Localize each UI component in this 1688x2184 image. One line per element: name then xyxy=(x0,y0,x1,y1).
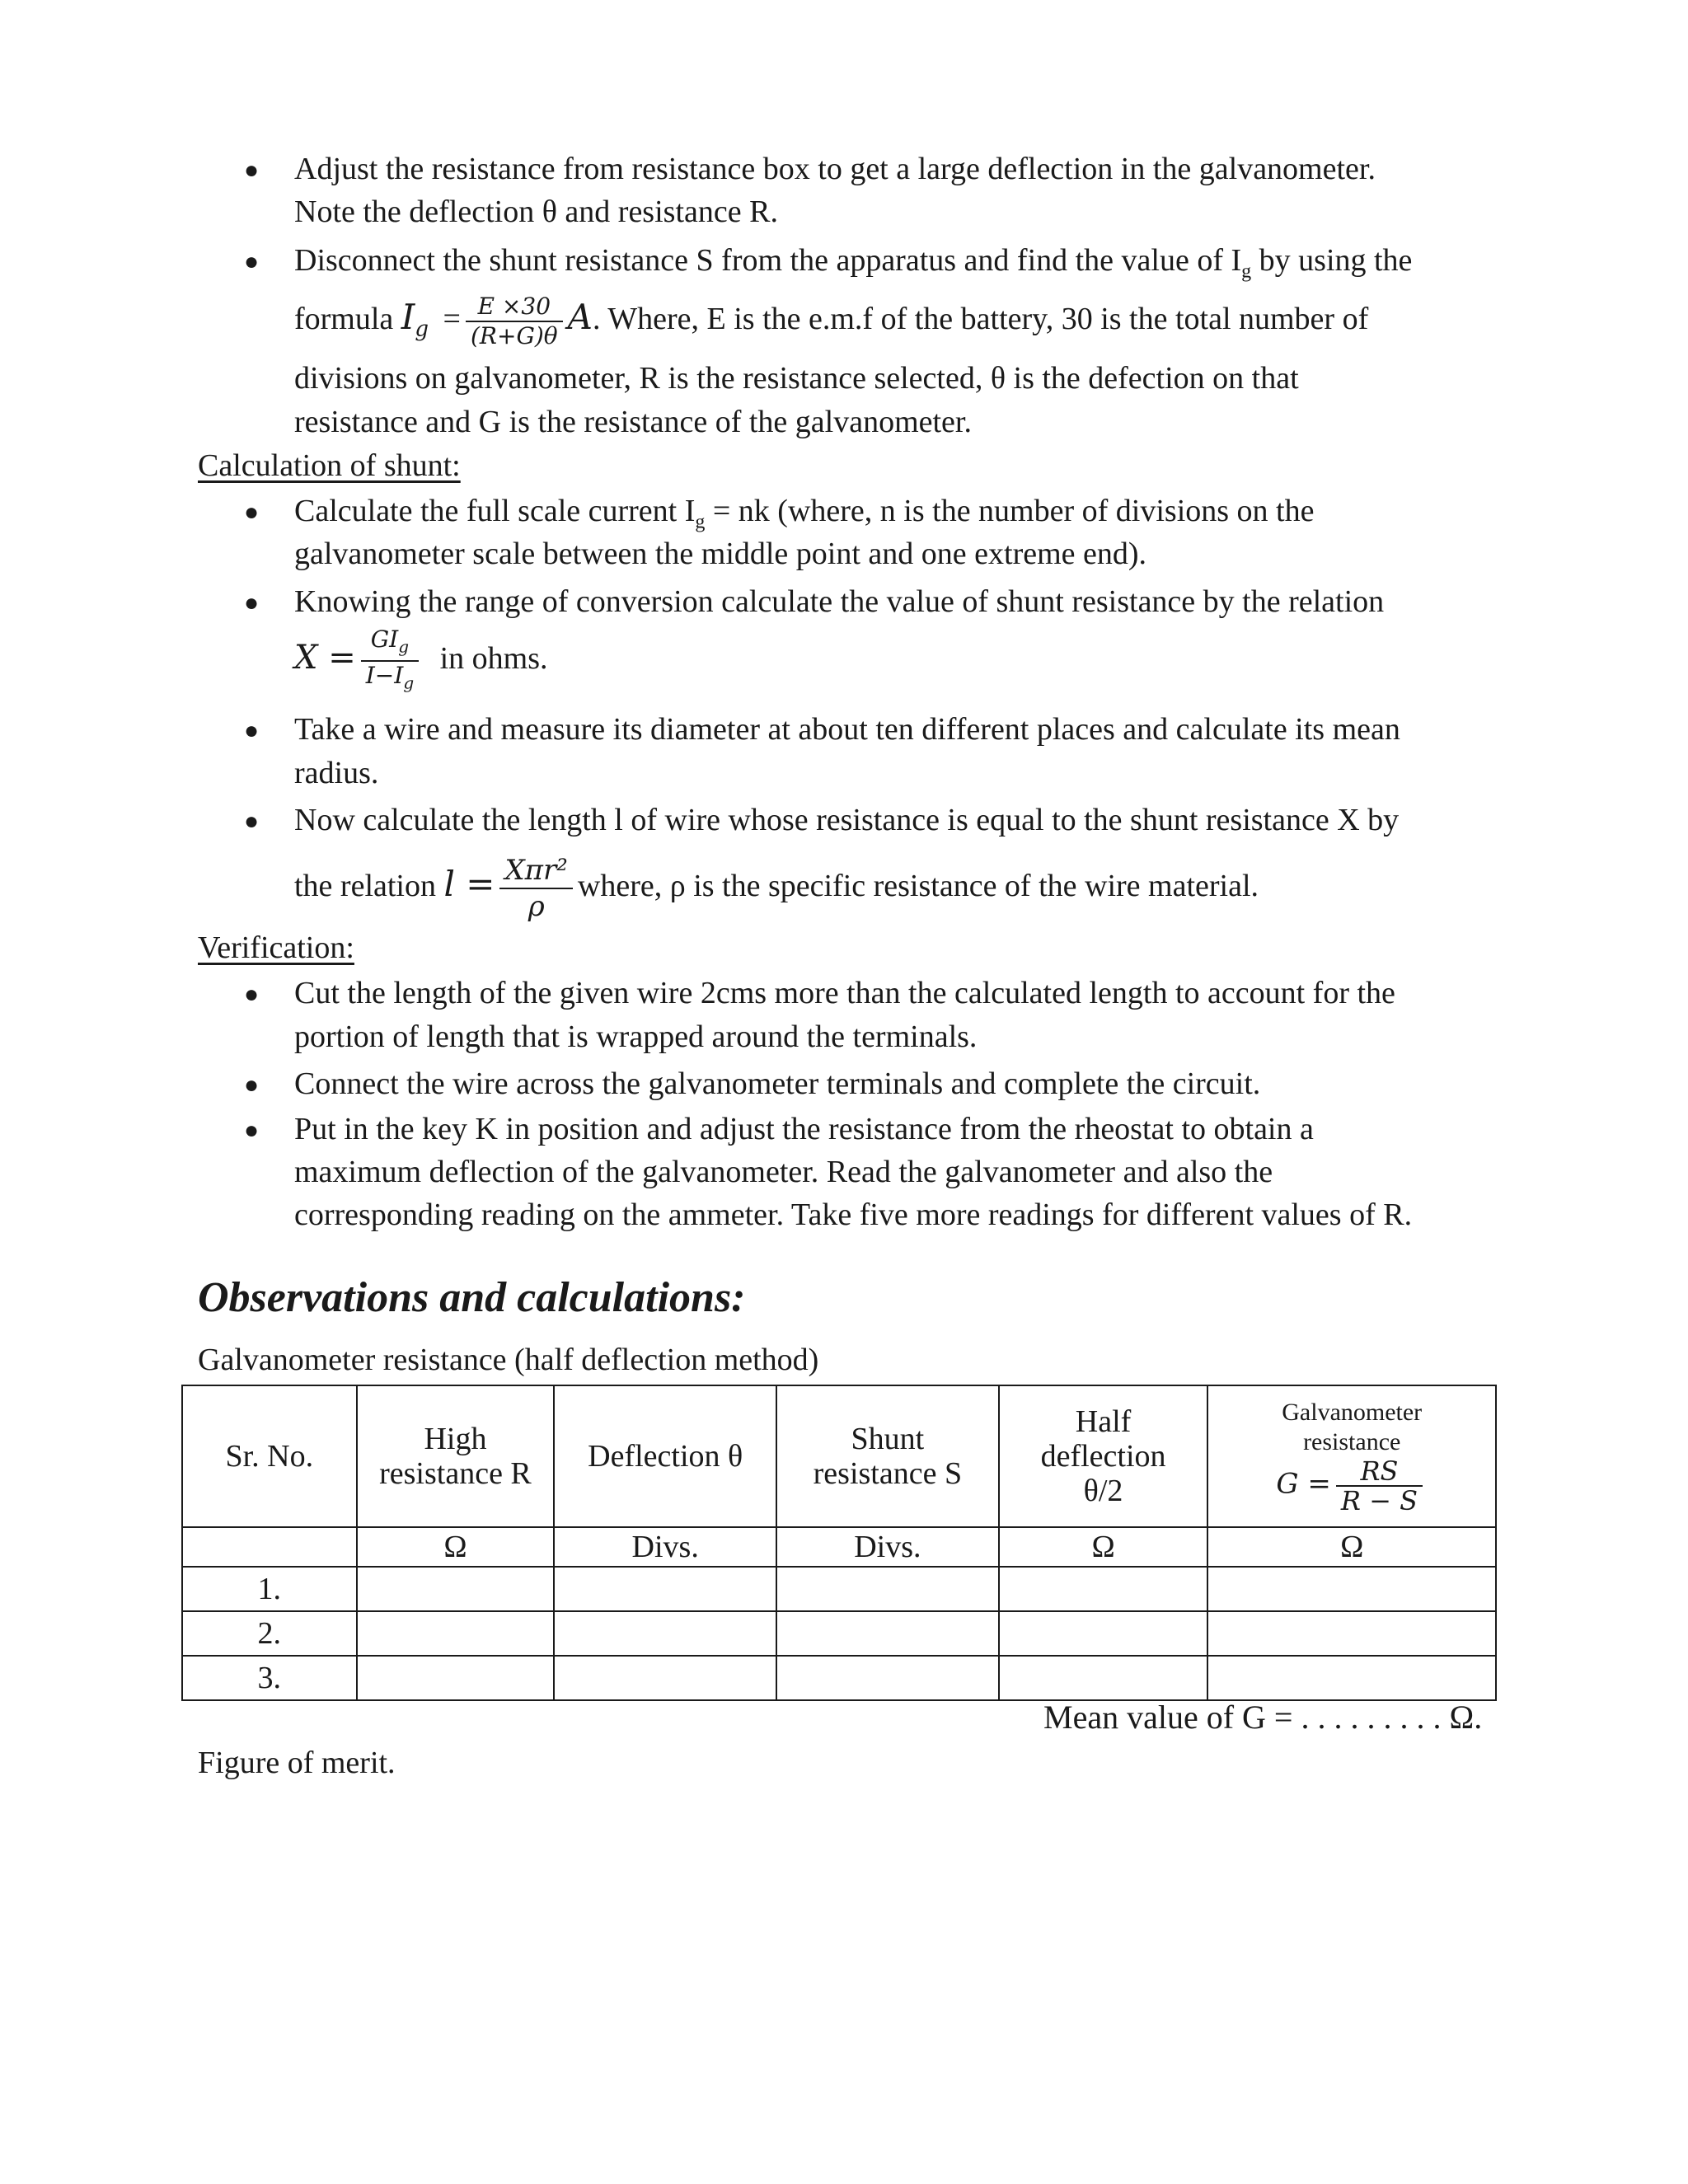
step-resistance-text: resistance and G is the resistance of the galvanometer. xyxy=(294,405,972,439)
bullet-1: ● xyxy=(244,157,260,184)
verify-step-portion: portion of length that is wrapped around the terminals. xyxy=(294,1019,978,1054)
bullet-2: ● xyxy=(244,248,260,275)
shunt-step-calc-length: Now calculate the length l of wire whose resistance is equal to the shunt resistance X by xyxy=(294,803,1400,837)
ig-fraction: $\frac{E \times 30}{(R+G)\theta}$ xyxy=(466,293,563,350)
figure-of-merit: Figure of merit. xyxy=(198,1746,396,1780)
table-header-row xyxy=(182,1385,1496,1527)
row-number: 2. xyxy=(182,1611,357,1656)
table-cell xyxy=(357,1656,555,1700)
unit-cell: Divs. xyxy=(776,1527,999,1567)
verify-step-key: Put in the key K in position and adjust the resistance from the rheostat to obtain a xyxy=(294,1112,1314,1146)
bullet-6: ● xyxy=(244,808,260,835)
table-cell xyxy=(1207,1656,1496,1700)
step-disconnect-shunt: Disconnect the shunt resistance S from the apparatus and find the value of $I_g$ by using the xyxy=(294,243,1413,283)
bullet-7: ● xyxy=(244,981,260,1008)
verify-step-connect: Connect the wire across the galvanometer terminals and complete the circuit. xyxy=(294,1066,1261,1101)
table-cell xyxy=(999,1656,1208,1700)
header-shunt-resistance: Shunt resistance S xyxy=(776,1385,999,1527)
header-high-resistance: High resistance R xyxy=(357,1385,555,1527)
table-cell xyxy=(357,1567,555,1611)
bullet-8: ● xyxy=(244,1071,260,1099)
table-cell xyxy=(357,1611,555,1656)
length-fraction: $\frac{\text{Xπr²}}{\rho}$ xyxy=(499,853,572,924)
unit-cell: Ω xyxy=(1207,1527,1496,1567)
formula-ig-line: formula $I_g$ = $\frac{E \times 30}{(R+G)\theta}$ A. Where, E is the e.m.f of the battery, 30 is the total number of xyxy=(294,293,1369,350)
table-cell xyxy=(554,1656,776,1700)
shunt-step-radius: radius. xyxy=(294,756,379,790)
bullet-9: ● xyxy=(244,1117,260,1144)
table-cell xyxy=(1207,1567,1496,1611)
table-cell xyxy=(999,1567,1208,1611)
shunt-fraction: $\frac{GI_g}{I-I_g}$ xyxy=(361,626,419,697)
galv-fraction: $\frac{RS}{R - S}$ xyxy=(1336,1457,1423,1515)
bullet-3: ● xyxy=(244,499,260,526)
verify-step-cut-wire: Cut the length of the given wire 2cms more than the calculated length to account for the xyxy=(294,976,1395,1010)
header-galvanometer-resistance: Galvanometer resistance G = $\frac{RS}{R - S}$ xyxy=(1207,1385,1496,1527)
shunt-step-scale-text: galvanometer scale between the middle point and one extreme end). xyxy=(294,537,1147,571)
shunt-step-measure-wire: Take a wire and measure its diameter at about ten different places and calculate its mean xyxy=(294,712,1400,747)
header-half-deflection: Half deflection θ/2 xyxy=(999,1385,1208,1527)
observations-title: Observations and calculations: xyxy=(198,1274,746,1321)
table-cell xyxy=(776,1611,999,1656)
table-cell xyxy=(1207,1611,1496,1656)
table-cell xyxy=(776,1567,999,1611)
heading-verification: Verification: xyxy=(198,930,354,965)
mean-value-g: Mean value of G = . . . . . . . . . Ω. xyxy=(1043,1699,1483,1736)
unit-cell: Divs. xyxy=(554,1527,776,1567)
shunt-step-full-scale: Calculate the full scale current $I_g$ = nk (where, n is the number of divisions on the xyxy=(294,494,1315,533)
header-sr-no: Sr. No. xyxy=(182,1385,357,1527)
table-cell xyxy=(554,1567,776,1611)
table-cell xyxy=(999,1611,1208,1656)
table-units-row xyxy=(182,1527,1496,1567)
unit-cell: Ω xyxy=(999,1527,1208,1567)
step-divisions-text: divisions on galvanometer, R is the resistance selected, θ is the defection on that xyxy=(294,361,1299,396)
shunt-formula-line: X = $\frac{GI_g}{I-I_g}$ in ohms. xyxy=(294,625,548,697)
unit-cell: Ω xyxy=(357,1527,555,1567)
bullet-4: ● xyxy=(244,589,260,616)
observation-table xyxy=(181,1385,1497,1701)
table-cell xyxy=(554,1611,776,1656)
unit-cell xyxy=(182,1527,357,1567)
row-number: 3. xyxy=(182,1656,357,1700)
heading-calculation-of-shunt: Calculation of shunt: xyxy=(198,448,461,483)
table-cell xyxy=(776,1656,999,1700)
step-adjust-resistance: Adjust the resistance from resistance box to get a large deflection in the galvanometer. xyxy=(294,152,1376,186)
length-formula-line: the relation l = $\frac{\text{Xπr²}}{\rho}$ where, ρ is the specific resistance of the wire material. xyxy=(294,854,1259,924)
bullet-5: ● xyxy=(244,717,260,744)
verify-step-readings: corresponding reading on the ammeter. Take five more readings for different values of R. xyxy=(294,1197,1413,1232)
header-deflection: Deflection θ xyxy=(554,1385,776,1527)
table-row xyxy=(182,1567,1496,1611)
table-row xyxy=(182,1656,1496,1700)
step-note-deflection: Note the deflection θ and resistance R. xyxy=(294,194,778,229)
row-number: 1. xyxy=(182,1567,357,1611)
table-row xyxy=(182,1611,1496,1656)
observations-subtitle: Galvanometer resistance (half deflection method) xyxy=(198,1343,819,1377)
shunt-step-range: Knowing the range of conversion calculate the value of shunt resistance by the relation xyxy=(294,584,1385,619)
verify-step-max-deflection: maximum deflection of the galvanometer. Read the galvanometer and also the xyxy=(294,1155,1273,1189)
